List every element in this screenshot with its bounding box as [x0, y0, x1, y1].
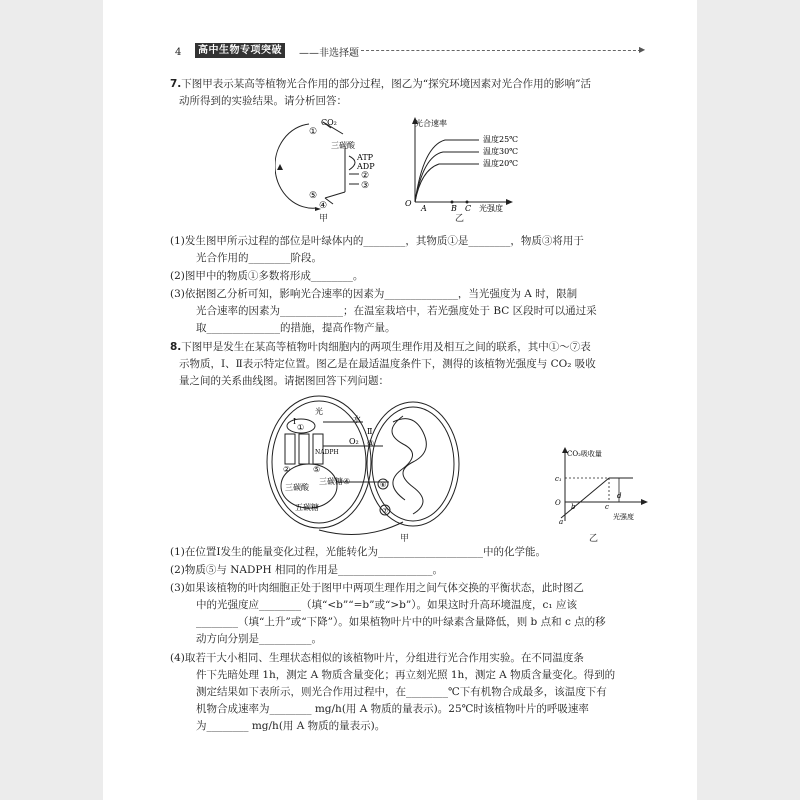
q8a-label-wutang: 五碳糖: [295, 503, 319, 512]
q7-stem-line2: 动所得到的实验结果。请分析回答：: [179, 95, 347, 107]
q8a-label-7: ⑦: [382, 507, 389, 515]
q7-sub1-line2: 光合作用的________阶段。: [196, 252, 322, 264]
q8-figure-b: [553, 446, 663, 526]
q7-stem-line1: 7.下图甲表示某高等植物光合作用的部分过程，图乙为“探究环境因素对光合作用的影响”活: [170, 78, 592, 90]
q8-sub4-line5: 为________ mg/h(用 A 物质的量表示)。: [196, 720, 386, 732]
q8a-label-I: Ⅰ: [293, 417, 297, 426]
q7-figure-b-caption: 乙: [455, 214, 465, 224]
q7-number: 7.: [170, 78, 182, 90]
q8b-ylabel: CO₂吸收量: [567, 450, 602, 458]
page-number: 4: [175, 47, 182, 58]
q8b-c1: c₁: [555, 475, 562, 483]
q8-stem-line1: 8.下图甲是发生在某高等植物叶肉细胞内的两项生理作用及相互之间的联系，其中①～⑦表: [170, 341, 591, 353]
q8-figure-a-caption: 甲: [400, 534, 410, 544]
q7-figure-a-caption: 甲: [319, 214, 329, 224]
q7a-label-adp: ADP: [357, 162, 375, 171]
q7b-xlabel: 光强度: [479, 204, 503, 213]
q8b-b: b: [571, 503, 576, 511]
q8b-c: c: [605, 503, 609, 511]
q8-number: 8.: [170, 341, 182, 353]
book-title-badge: 高中生物专项突破: [195, 43, 285, 58]
q7b-tick-a: A: [421, 204, 427, 213]
q7-sub3-line1: (3)依据图乙分析可知，影响光合速率的因素为______________，当光强度为 A 时，限制: [170, 288, 578, 300]
q8-sub1: (1)在位置Ⅰ发生的能量变化过程，光能转化为____________________中的化学能。: [170, 546, 547, 558]
q7-sub2: (2)图甲中的物质①多数将形成________。: [170, 270, 364, 282]
q7a-label-3: ③: [361, 181, 370, 191]
header-arrow-icon: ▶: [639, 45, 646, 54]
q7b-ylabel: 光合速率: [415, 119, 447, 128]
q8a-label-3: ③: [367, 439, 375, 448]
q8-stem-line2: 示物质，Ⅰ、Ⅱ表示特定位置。图乙是在最适温度条件下，测得的该植物光强度与 CO₂ 吸收: [179, 358, 596, 370]
q8b-origin: O: [555, 499, 561, 507]
q7a-label-4: ④: [319, 201, 328, 211]
q7-figure-b: [403, 114, 553, 214]
q7a-label-1: ①: [309, 127, 318, 137]
q7a-label-co2: CO₂: [321, 118, 337, 127]
q8a-label-2: ②: [283, 465, 291, 474]
q8-sub4-line4: 机物合成速率为________ mg/h(用 A 物质的量表示)。25℃时该植物叶片的呼吸速率: [196, 703, 589, 715]
q7-sub3-line3: 取______________的措施，提高作物产量。: [196, 322, 396, 334]
q8a-label-nadph: NADPH: [315, 449, 339, 456]
header-dashed-rule: [361, 50, 641, 51]
q7-figure-a: [275, 112, 385, 222]
q7a-label-sanlin: 三碳酸: [331, 141, 355, 150]
q8-sub3-line3: ________（填“上升”或“下降”）。如果植物叶片中的叶绿素含量降低，则 b 点和 c 点的移: [196, 616, 606, 628]
q8a-label-light: 光: [315, 407, 323, 416]
q8a-label-water: 水: [353, 415, 361, 424]
q8-sub3-line1: (3)如果该植物的叶肉细胞正处于图甲中两项生理作用之间气体交换的平衡状态，此时图乙: [170, 582, 584, 594]
q8a-label-II: Ⅱ: [367, 427, 373, 436]
q7b-origin: O: [405, 199, 412, 208]
q7a-label-atp: ATP: [357, 153, 374, 162]
q8a-label-1: ①: [297, 423, 305, 432]
q8a-label-4: ④: [343, 477, 351, 486]
q8a-label-5: ⑤: [313, 465, 321, 474]
q7-sub3-line2: 光合速率的因素为____________；在温室栽培中，若光强度处于 BC 区段时可以通过采: [196, 305, 597, 317]
q8a-label-6: ⑥: [380, 481, 387, 489]
q8-sub4-line1: (4)取若干大小相同、生理状态相似的该植物叶片，分组进行光合作用实验。在不同温度条: [170, 652, 584, 664]
q7b-legend-25: 温度25℃: [483, 135, 519, 144]
q7b-tick-b: B: [451, 204, 457, 213]
q8a-label-santang: 三碳糖: [319, 477, 343, 486]
q8b-d: d: [617, 492, 622, 500]
q8-figure-b-caption: 乙: [589, 534, 599, 544]
q7-sub1-line1: (1)发生图甲所示过程的部位是叶绿体内的________，其物质①是________，物质③将用于: [170, 235, 584, 247]
book-subtitle: ——非选择题: [299, 48, 359, 59]
q8-sub2: (2)物质⑤与 NADPH 相同的作用是__________________。: [170, 564, 443, 576]
q7a-label-5: ⑤: [309, 191, 318, 201]
q8-sub4-line2: 件下先暗处理 1h，测定 A 物质含量变化；再立刻光照 1h，测定 A 物质含量变化。得到的: [196, 669, 616, 681]
q8-figure-a: [263, 392, 513, 542]
q7b-legend-20: 温度20℃: [483, 159, 519, 168]
page-header: [103, 40, 697, 64]
q8-stem-line3: 量之间的关系曲线图。请据图回答下列问题：: [179, 375, 389, 387]
q8a-label-sanlin: 三碳酸: [285, 483, 309, 492]
q8-sub3-line4: 动方向分别是__________。: [196, 633, 322, 645]
q8b-a: a: [559, 518, 564, 526]
q7b-legend-30: 温度30℃: [483, 147, 519, 156]
q8a-label-o2: O₂: [349, 437, 359, 446]
page: [103, 0, 697, 800]
q8-sub4-line3: 测定结果如下表所示，则光合作用过程中，在________℃下有机物合成最多，该温度下有: [196, 686, 607, 698]
q7a-label-2: ②: [361, 171, 370, 181]
q8-sub3-line2: 中的光强度应________（填“<b”“=b”或“>b”）。如果这时升高环境温度，c₁ 应该: [196, 599, 577, 611]
q7b-tick-c: C: [465, 204, 472, 213]
q8b-xlabel: 光强度: [613, 513, 634, 521]
